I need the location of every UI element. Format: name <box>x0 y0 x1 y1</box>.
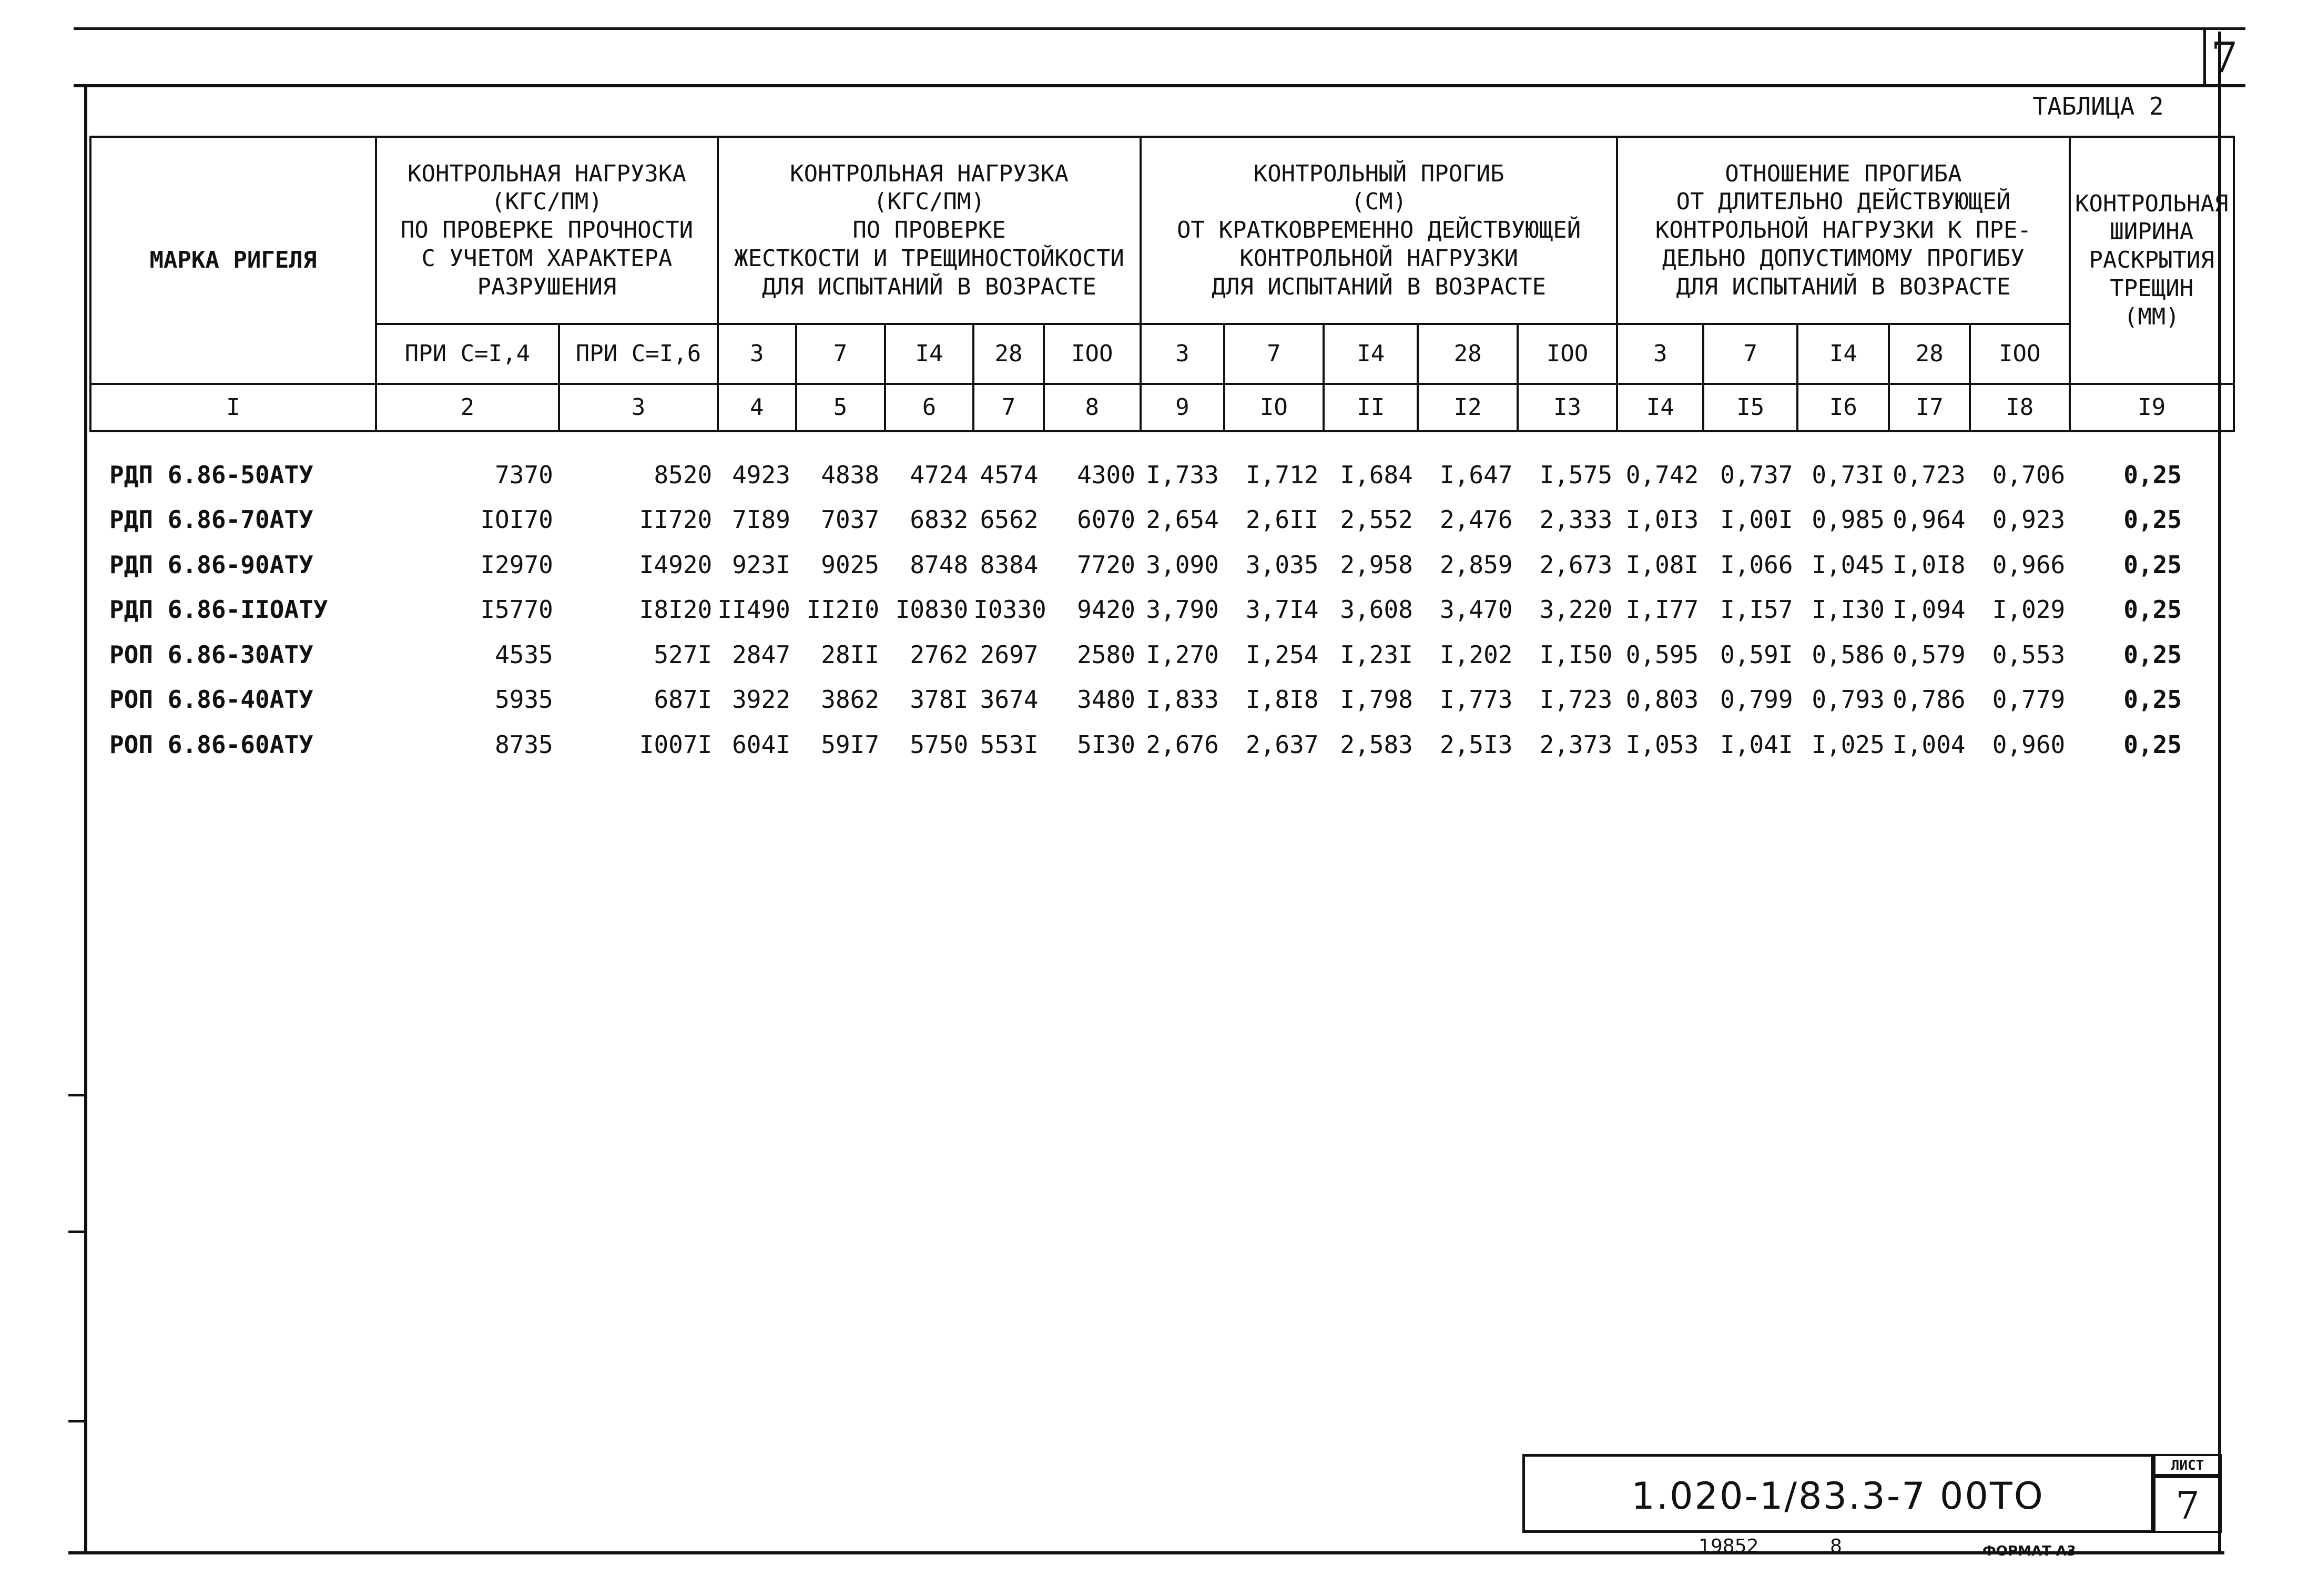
table-cell: 0,586 <box>1812 640 1885 669</box>
header-deflection: КОНТРОЛЬНЫЙ ПРОГИБ (СМ) ОТ КРАТКОВРЕМЕННО ДЕЙСТВУЮЩЕЙ КОНТРОЛЬНОЙ НАГРУЗКИ ДЛЯ ИСПЫТАНИЙ В ВОЗРАСТЕ <box>1141 137 1617 324</box>
sub-age: 3 <box>718 324 796 384</box>
table-row <box>89 587 2235 633</box>
table-cell: I,0I3 <box>1625 505 1699 534</box>
table-cell: 527I <box>654 640 713 669</box>
table-cell: 5750 <box>910 730 969 759</box>
column-number: I7 <box>1889 384 1970 431</box>
beam-mark-cell: РДП 6.86-90АТУ <box>109 550 313 579</box>
column-number: 2 <box>376 384 559 431</box>
table-cell: 0,799 <box>1720 685 1793 714</box>
top-rule <box>74 27 2245 30</box>
table-cell: 3,220 <box>1539 595 1613 624</box>
table-cell: 9420 <box>1077 595 1135 624</box>
table-cell: 2580 <box>1077 640 1135 669</box>
table-cell: 2,673 <box>1539 550 1613 579</box>
table-cell: I,I77 <box>1625 595 1699 624</box>
table-cell: 687I <box>654 685 713 714</box>
sub-age: IOO <box>1518 324 1617 384</box>
table-cell: I,23I <box>1340 640 1413 669</box>
column-number: II <box>1324 384 1418 431</box>
table-cell: 6832 <box>910 505 969 534</box>
table-cell: 0,737 <box>1720 460 1793 489</box>
table-cell: 0,25 <box>2123 685 2182 714</box>
table-cell: 8384 <box>980 550 1039 579</box>
table-cell: 4724 <box>910 460 969 489</box>
table-cell: I007I <box>639 730 713 759</box>
table-cell: 59I7 <box>821 730 880 759</box>
table-cell: 3674 <box>980 685 1039 714</box>
table-cell: I,0I8 <box>1893 550 1966 579</box>
binding-tick-3 <box>68 1420 87 1422</box>
column-number: I2 <box>1418 384 1517 431</box>
column-number: I4 <box>1617 384 1703 431</box>
table-cell: I,I57 <box>1720 595 1793 624</box>
table-cell: 3922 <box>732 685 790 714</box>
column-number: 4 <box>718 384 796 431</box>
table-cell: 7720 <box>1077 550 1135 579</box>
table-cell: 923I <box>732 550 790 579</box>
table-cell: I,045 <box>1812 550 1885 579</box>
data-table <box>89 452 2235 767</box>
table-header <box>89 136 2235 432</box>
table-row <box>89 722 2235 767</box>
sub-strength-2: ПРИ С=I,6 <box>559 324 718 384</box>
table-cell: 3,790 <box>1146 595 1219 624</box>
table-cell: I,08I <box>1625 550 1699 579</box>
sub-age: 7 <box>796 324 885 384</box>
sub-strength-1: ПРИ С=I,4 <box>376 324 559 384</box>
table-cell: I0330 <box>973 595 1046 624</box>
table-cell: 0,786 <box>1893 685 1966 714</box>
table-title: ТАБЛИЦА 2 <box>2032 92 2164 120</box>
table-cell: 2,637 <box>1246 730 1319 759</box>
table-cell: 2,583 <box>1340 730 1413 759</box>
table-cell: I,723 <box>1539 685 1613 714</box>
table-cell: I,798 <box>1340 685 1413 714</box>
table-cell: 4300 <box>1077 460 1135 489</box>
table-cell: 8735 <box>495 730 553 759</box>
table-cell: II720 <box>639 505 713 534</box>
sub-age: 3 <box>1617 324 1703 384</box>
table-cell: 378I <box>910 685 969 714</box>
frame-left <box>84 84 87 1554</box>
table-row <box>89 677 2235 723</box>
binding-tick-2 <box>68 1231 87 1233</box>
frame-top <box>74 84 2245 87</box>
table-cell: I4920 <box>639 550 713 579</box>
column-number: I8 <box>1970 384 2069 431</box>
corner-page-number: 7 <box>2211 33 2238 82</box>
table-cell: I,733 <box>1146 460 1219 489</box>
header-mark: МАРКА РИГЕЛЯ <box>90 137 376 384</box>
column-number: I5 <box>1703 384 1797 431</box>
table-cell: 0,73I <box>1812 460 1885 489</box>
table-cell: 6070 <box>1077 505 1135 534</box>
table-cell: 2697 <box>980 640 1039 669</box>
beam-mark-cell: РОП 6.86-60АТУ <box>109 730 313 759</box>
table-cell: I,04I <box>1720 730 1793 759</box>
table-cell: I,I50 <box>1539 640 1613 669</box>
table-cell: 3,035 <box>1246 550 1319 579</box>
table-cell: 0,25 <box>2123 505 2182 534</box>
table-cell: II2I0 <box>806 595 880 624</box>
table-cell: 4923 <box>732 460 790 489</box>
table-row <box>89 497 2235 543</box>
sub-age: I4 <box>1324 324 1418 384</box>
beam-mark-cell: РДП 6.86-70АТУ <box>109 505 313 534</box>
sub-age: I4 <box>1797 324 1889 384</box>
table-cell: I,004 <box>1893 730 1966 759</box>
table-cell: 0,923 <box>1992 505 2066 534</box>
table-cell: 5I30 <box>1077 730 1135 759</box>
column-number: 8 <box>1044 384 1141 431</box>
table-cell: I0830 <box>895 595 969 624</box>
table-cell: 0,25 <box>2123 595 2182 624</box>
table-cell: II490 <box>717 595 790 624</box>
table-cell: 0,25 <box>2123 640 2182 669</box>
format-label: ФОРМАТ А3 <box>1982 1543 2076 1559</box>
table-cell: I,094 <box>1893 595 1966 624</box>
inventory-number: 19852 <box>1699 1536 1759 1557</box>
table-cell: I,647 <box>1440 460 1513 489</box>
sheet-label: ЛИСТ <box>2153 1454 2222 1476</box>
sub-age: I4 <box>885 324 974 384</box>
document-code: 1.020-1/83.3-7 00ТО <box>1522 1454 2153 1533</box>
table-cell: I,202 <box>1440 640 1513 669</box>
table-cell: 2,859 <box>1440 550 1513 579</box>
sub-age: 28 <box>1418 324 1517 384</box>
table-cell: 2,6II <box>1246 505 1319 534</box>
table-cell: 3862 <box>821 685 880 714</box>
sub-age: IOO <box>1044 324 1141 384</box>
table-cell: 28II <box>821 640 880 669</box>
table-cell: 0,964 <box>1893 505 1966 534</box>
table-cell: I,053 <box>1625 730 1699 759</box>
table-cell: 604I <box>732 730 790 759</box>
sub-age: 28 <box>973 324 1043 384</box>
sub-age: IOO <box>1970 324 2069 384</box>
table-cell: 0,960 <box>1992 730 2066 759</box>
table-cell: I,254 <box>1246 640 1319 669</box>
table-cell: I,712 <box>1246 460 1319 489</box>
table-row <box>89 542 2235 587</box>
table-cell: 7037 <box>821 505 880 534</box>
column-numbers-row <box>90 384 2234 431</box>
table-cell: 2762 <box>910 640 969 669</box>
table-cell: 0,966 <box>1992 550 2066 579</box>
table-cell: 0,25 <box>2123 460 2182 489</box>
table-cell: 2,373 <box>1539 730 1613 759</box>
column-number: I9 <box>2070 384 2234 431</box>
header-stiffness: КОНТРОЛЬНАЯ НАГРУЗКА (КГС/ПМ) ПО ПРОВЕРКЕ ЖЕСТКОСТИ И ТРЕЩИНОСТОЙКОСТИ ДЛЯ ИСПЫТАНИЙ В ВОЗРАСТЕ <box>718 137 1141 324</box>
table-cell: I,I30 <box>1812 595 1885 624</box>
table-cell: 2,333 <box>1539 505 1613 534</box>
table-cell: 6562 <box>980 505 1039 534</box>
table-cell: I,270 <box>1146 640 1219 669</box>
column-number: 3 <box>559 384 718 431</box>
table-cell: 0,803 <box>1625 685 1699 714</box>
binding-tick-1 <box>68 1094 87 1096</box>
table-body <box>89 452 2235 767</box>
column-number: 6 <box>885 384 974 431</box>
table-row <box>89 632 2235 677</box>
table-cell: I,833 <box>1146 685 1219 714</box>
column-number: IO <box>1224 384 1324 431</box>
table-cell: 0,779 <box>1992 685 2066 714</box>
table-cell: I,025 <box>1812 730 1885 759</box>
copy-number: 8 <box>1830 1536 1842 1557</box>
table-cell: I,8I8 <box>1246 685 1319 714</box>
table-cell: 4535 <box>495 640 553 669</box>
table-cell: 0,985 <box>1812 505 1885 534</box>
sheet-number: 7 <box>2153 1476 2222 1533</box>
table-cell: I,066 <box>1720 550 1793 579</box>
table-cell: 3480 <box>1077 685 1135 714</box>
table-cell: I,575 <box>1539 460 1613 489</box>
table-cell: 8748 <box>910 550 969 579</box>
table-cell: 2,676 <box>1146 730 1219 759</box>
table-cell: I,00I <box>1720 505 1793 534</box>
sub-age: 7 <box>1224 324 1324 384</box>
table-cell: 8520 <box>654 460 713 489</box>
header-ratio: ОТНОШЕНИЕ ПРОГИБА ОТ ДЛИТЕЛЬНО ДЕЙСТВУЮЩЕЙ КОНТРОЛЬНОЙ НАГРУЗКИ К ПРЕ- ДЕЛЬНО ДОПУСТИМОМУ ПРОГИБУ ДЛЯ ИСПЫТАНИЙ В ВОЗРАСТЕ <box>1617 137 2069 324</box>
table-cell: 3,470 <box>1440 595 1513 624</box>
table-cell: 4838 <box>821 460 880 489</box>
table-row <box>89 452 2235 497</box>
table-cell: 2,654 <box>1146 505 1219 534</box>
table-cell: 2,552 <box>1340 505 1413 534</box>
column-number: 9 <box>1141 384 1224 431</box>
table-cell: 0,706 <box>1992 460 2066 489</box>
header-crack-width: КОНТРОЛЬНАЯ ШИРИНА РАСКРЫТИЯ ТРЕЩИН (ММ) <box>2070 137 2234 384</box>
beam-mark-cell: РОП 6.86-30АТУ <box>109 640 313 669</box>
table-cell: 2,958 <box>1340 550 1413 579</box>
table-cell: I,029 <box>1992 595 2066 624</box>
table-cell: 0,59I <box>1720 640 1793 669</box>
table-cell: 7I89 <box>732 505 790 534</box>
table-cell: 3,090 <box>1146 550 1219 579</box>
table-cell: 0,553 <box>1992 640 2066 669</box>
table-cell: 2847 <box>732 640 790 669</box>
table-cell: I5770 <box>480 595 553 624</box>
table-cell: I,773 <box>1440 685 1513 714</box>
table-cell: I2970 <box>480 550 553 579</box>
beam-mark-cell: РДП 6.86-IIOАТУ <box>109 595 328 624</box>
sub-age: 28 <box>1889 324 1970 384</box>
table-cell: 553I <box>980 730 1039 759</box>
column-number: I3 <box>1518 384 1617 431</box>
sub-age: 3 <box>1141 324 1224 384</box>
header-strength: КОНТРОЛЬНАЯ НАГРУЗКА (КГС/ПМ) ПО ПРОВЕРКЕ ПРОЧНОСТИ С УЧЕТОМ ХАРАКТЕРА РАЗРУШЕНИЯ <box>376 137 718 324</box>
beam-mark-cell: РДП 6.86-50АТУ <box>109 460 313 489</box>
table-cell: 5935 <box>495 685 553 714</box>
table-cell: 9025 <box>821 550 880 579</box>
table-cell: 0,25 <box>2123 730 2182 759</box>
table-cell: 0,793 <box>1812 685 1885 714</box>
table-cell: 0,723 <box>1893 460 1966 489</box>
table-cell: IOI70 <box>480 505 553 534</box>
column-number: 7 <box>973 384 1043 431</box>
table-cell: I,684 <box>1340 460 1413 489</box>
table-cell: 2,476 <box>1440 505 1513 534</box>
table-cell: 7370 <box>495 460 553 489</box>
column-number: 5 <box>796 384 885 431</box>
table-cell: 3,608 <box>1340 595 1413 624</box>
sheet-box <box>2153 1454 2222 1533</box>
title-block <box>1522 1454 2222 1533</box>
table-cell: 0,579 <box>1893 640 1966 669</box>
column-number: I <box>90 384 376 431</box>
frame-bottom <box>68 1551 2224 1554</box>
table-cell: I8I20 <box>639 595 713 624</box>
table-cell: 3,7I4 <box>1246 595 1319 624</box>
table-cell: 2,5I3 <box>1440 730 1513 759</box>
sub-age: 7 <box>1703 324 1797 384</box>
table-cell: 0,25 <box>2123 550 2182 579</box>
beam-mark-cell: РОП 6.86-40АТУ <box>109 685 313 714</box>
table-cell: 4574 <box>980 460 1039 489</box>
table-cell: 0,595 <box>1625 640 1699 669</box>
table-cell: 0,742 <box>1625 460 1699 489</box>
column-number: I6 <box>1797 384 1889 431</box>
